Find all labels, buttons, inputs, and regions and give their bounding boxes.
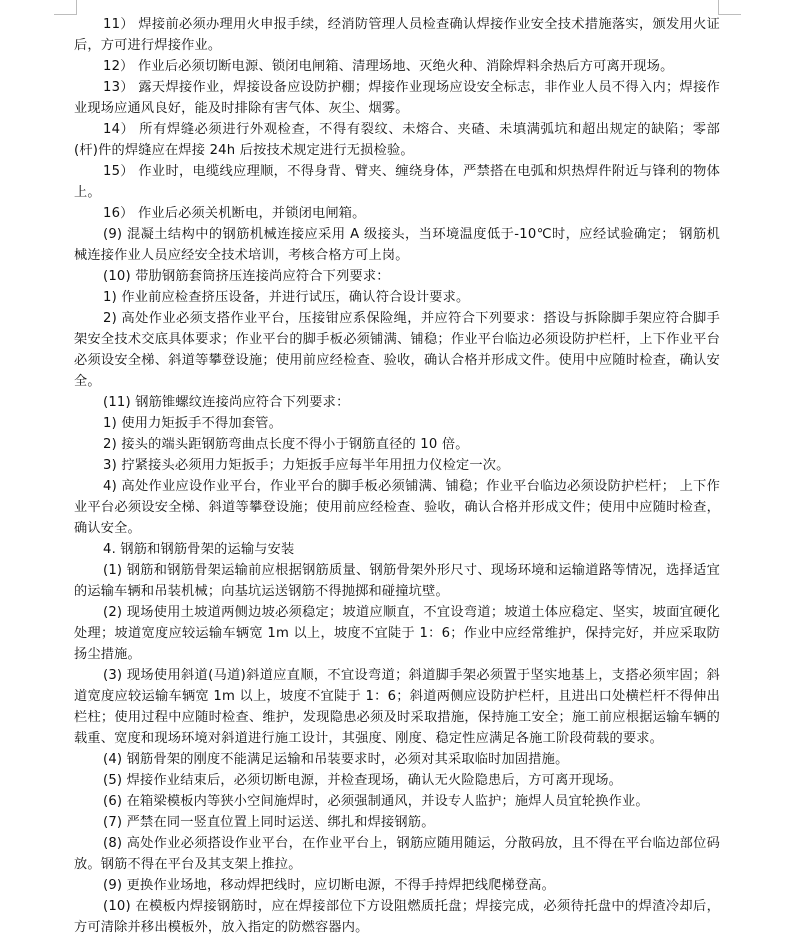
paragraph-4-item-5: (5) 焊接作业结束后，必须切断电源，并检查现场，确认无火险隐患后，方可离开现场。 — [103, 773, 623, 788]
paragraph-4-item-4: (4) 钢筋骨架的刚度不能满足运输和吊装要求时，必须对其采取临时加固措施。 — [103, 752, 569, 767]
paragraph-4-item-8: (8) 高处作业必须搭设作业平台，在作业平台上，钢筋应随用随运，分散码放，且不得在平台临边部位码放。钢筋不得在平台及其支架上推拉。 — [74, 836, 720, 872]
paragraph-11-item-2: 2) 接头的端头距钢筋弯曲点长度不得小于钢筋直径的 10 倍。 — [103, 437, 469, 452]
paragraph-4-item-1: (1) 钢筋和钢筋骨架运输前应根据钢筋质量、钢筋骨架外形尺寸、现场环境和运输道路等情况，选择适宜的运输车辆和吊装机械；向基坑运送钢筋不得抛掷和碰撞坑壁。 — [74, 563, 720, 599]
paragraph-4-item-10: (10) 在模板内焊接钢筋时，应在焊接部位下方设阻燃质托盘；焊接完成，必须待托盘中的焊渣冷却后，方可清除并移出模板外，放入指定的防燃容器内。 — [74, 899, 720, 935]
paragraph-4-item-3: (3) 现场使用斜道(马道)斜道应直顺，不宜设弯道；斜道脚手架必须置于坚实地基上，支搭必须牢固；斜道宽度应较运输车辆宽 1m 以上，坡度不宜陡于 1：6；斜道两侧应设防护栏杆，且进出口处横栏杆不得伸出栏柱；使用过程中应随时检查、维护，发现隐患必须及时采取措施，保持施工安全；施工前应根据运输车辆的载重、宽度和现场环境对斜道进行施工设计，其强度、刚度、稳定性应满足各施工阶段荷载的要求。 — [74, 668, 720, 746]
paragraph-section-10: (10) 带肋钢筋套筒挤压连接尚应符合下列要求： — [103, 269, 390, 284]
page-corner-mark-left — [54, 0, 77, 15]
paragraph-section-9: (9) 混凝土结构中的钢筋机械连接应采用 A 级接头，当环境温度低于-10℃时，应经试验确定； 钢筋机械连接作业人员应经安全技术培训，考核合格方可上岗。 — [74, 227, 720, 263]
paragraph-4-item-9: (9) 更换作业场地，移动焊把线时，应切断电源，不得手持焊把线爬梯登高。 — [103, 878, 556, 893]
paragraph-section-11: (11) 钢筋锥螺纹连接尚应符合下列要求： — [103, 395, 350, 410]
paragraph-item-13: 13） 露天焊接作业，焊接设备应设防护棚；焊接作业现场应设安全标志，非作业人员不得入内；焊接作业现场应通风良好，能及时排除有害气体、灰尘、烟雾。 — [74, 80, 720, 116]
paragraph-item-16: 16） 作业后必须关机断电，并锁闭电闸箱。 — [103, 206, 366, 221]
paragraph-10-item-2: 2) 高处作业必须支搭作业平台，压接钳应系保险绳，并应符合下列要求：搭设与拆除脚手架应符合脚手架安全技术交底具体要求；作业平台的脚手板必须铺满、铺稳；作业平台临边必须设防护栏杆，上下作业平台必须设安全梯、斜道等攀登设施；使用前应经检查、验收，确认合格并形成文件。使用中应随时检查，确认安全。 — [74, 311, 720, 389]
paragraph-item-12: 12） 作业后必须切断电源、锁闭电闸箱、清理场地、灭绝火种、消除焊料余热后方可离开现场。 — [103, 59, 674, 74]
page-corner-mark-right — [718, 0, 741, 15]
paragraph-4-item-6: (6) 在箱梁模板内等狭小空间施焊时，必须强制通风，并设专人监护；施焊人员宜轮换作业。 — [103, 794, 649, 809]
paragraph-item-11: 11） 焊接前必须办理用火申报手续，经消防管理人员检查确认焊接作业安全技术措施落实，颁发用火证后，方可进行焊接作业。 — [74, 17, 720, 53]
paragraph-11-item-1: 1) 使用力矩扳手不得加套管。 — [103, 416, 282, 431]
paragraph-10-item-1: 1) 作业前应检查挤压设备，并进行试压，确认符合设计要求。 — [103, 290, 470, 305]
paragraph-item-15: 15） 作业时，电缆线应理顺，不得身背、臂夹、缠绕身体，严禁搭在电弧和炽热焊件附近与锋利的物体上。 — [74, 164, 720, 200]
paragraph-11-item-3: 3) 拧紧接头必须用力矩扳手；力矩扳手应每半年用扭力仪检定一次。 — [103, 458, 510, 473]
paragraph-4-item-2: (2) 现场使用土坡道两侧边坡必须稳定；坡道应顺直，不宜设弯道；坡道土体应稳定、坚实，坡面宜硬化处理；坡道宽度应较运输车辆宽 1m 以上，坡度不宜陡于 1：6；作业中应经常维护，保持完好，并应采取防扬尘措施。 — [74, 605, 720, 662]
document-page — [74, 14, 720, 938]
paragraph-item-14: 14） 所有焊缝必须进行外观检查，不得有裂纹、未熔合、夹碴、未填满弧坑和超出规定的缺陷；零部(杆)件的焊缝应在焊接 24h 后按技术规定进行无损检验。 — [74, 122, 720, 158]
paragraph-4-item-7: (7) 严禁在同一竖直位置上同时运送、绑扎和焊接钢筋。 — [103, 815, 435, 830]
section-heading-4: 4. 钢筋和钢筋骨架的运输与安装 — [103, 542, 295, 557]
paragraph-11-item-4: 4) 高处作业应设作业平台，作业平台的脚手板必须铺满、铺稳；作业平台临边必须设防护栏杆； 上下作业平台必须设安全梯、斜道等攀登设施；使用前应经检查、验收，确认合格并形成文件；使用中应随时检查，确认安全。 — [74, 479, 720, 536]
